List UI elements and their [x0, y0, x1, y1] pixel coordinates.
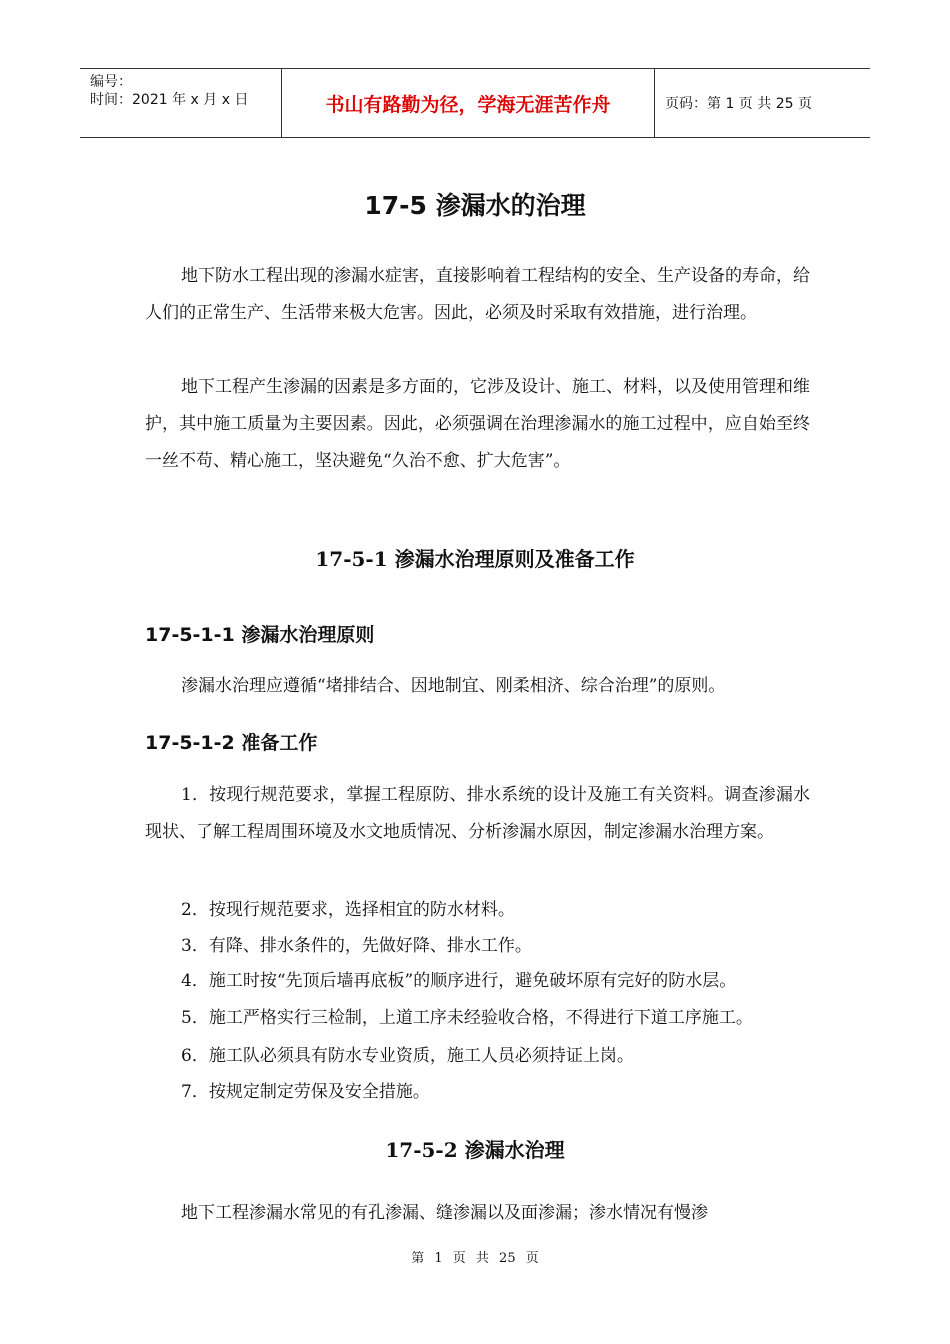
intro-paragraph-1: 地下防水工程出现的渗漏水症害，直接影响着工程结构的安全、生产设备的寿命，给人们的正常生产、生活带来极大危害。因此，必须及时采取有效措施，进行治理。: [145, 266, 810, 323]
page-title: 17-5 渗漏水的治理: [364, 191, 586, 220]
list-item-4: 4．施工时按“先顶后墙再底板”的顺序进行，避免破坏原有完好的防水层。: [181, 971, 737, 991]
number-label: 编号：: [90, 74, 132, 90]
principle-paragraph: 渗漏水治理应遵循“堵排结合、因地制宜、刚柔相济、综合治理”的原则。: [181, 676, 726, 696]
time-label: 时间：2021 年 x 月 x 日: [90, 92, 249, 108]
subsection-heading-2: 17-5-1-2 准备工作: [145, 732, 318, 754]
list-item-7: 7．按规定制定劳保及安全措施。: [181, 1082, 430, 1102]
list-item-6: 6．施工队必须具有防水专业资质，施工人员必须持证上岗。: [181, 1046, 634, 1066]
intro-paragraph-2: 地下工程产生渗漏的因素是多方面的，它涉及设计、施工、材料，以及使用管理和维护，其中施工质量为主要因素。因此，必须强调在治理渗漏水的施工过程中，应自始至终一丝不苟、精心施工，坚决避免“久治不愈、扩大危害”。: [145, 377, 810, 471]
page-footer: 第 1 页 共 25 页: [411, 1251, 539, 1266]
header-table: [80, 68, 870, 138]
list-item-5: 5．施工严格实行三检制，上道工序未经验收合格，不得进行下道工序施工。: [181, 1008, 753, 1028]
header-page-info: 页码：第 1 页 共 25 页: [665, 96, 812, 112]
section-heading-2: 17-5-2 渗漏水治理: [385, 1138, 565, 1162]
list-item-1: 1．按现行规范要求，掌握工程原防、排水系统的设计及施工有关资料。调查渗漏水现状、了解工程周围环境及水文地质情况、分析渗漏水原因，制定渗漏水治理方案。: [145, 785, 810, 842]
header-motto: 书山有路勤为径，学海无涯苦作舟: [282, 69, 655, 137]
header-meta: [80, 69, 282, 137]
subsection-heading-1: 17-5-1-1 渗漏水治理原则: [145, 624, 375, 646]
section2-paragraph: 地下工程渗漏水常见的有孔渗漏、缝渗漏以及面渗漏；渗水情况有慢渗: [181, 1203, 708, 1223]
list-item-3: 3．有降、排水条件的，先做好降、排水工作。: [181, 936, 532, 956]
section-heading-1: 17-5-1 渗漏水治理原则及准备工作: [315, 547, 635, 571]
list-item-2: 2．按现行规范要求，选择相宜的防水材料。: [181, 900, 515, 920]
